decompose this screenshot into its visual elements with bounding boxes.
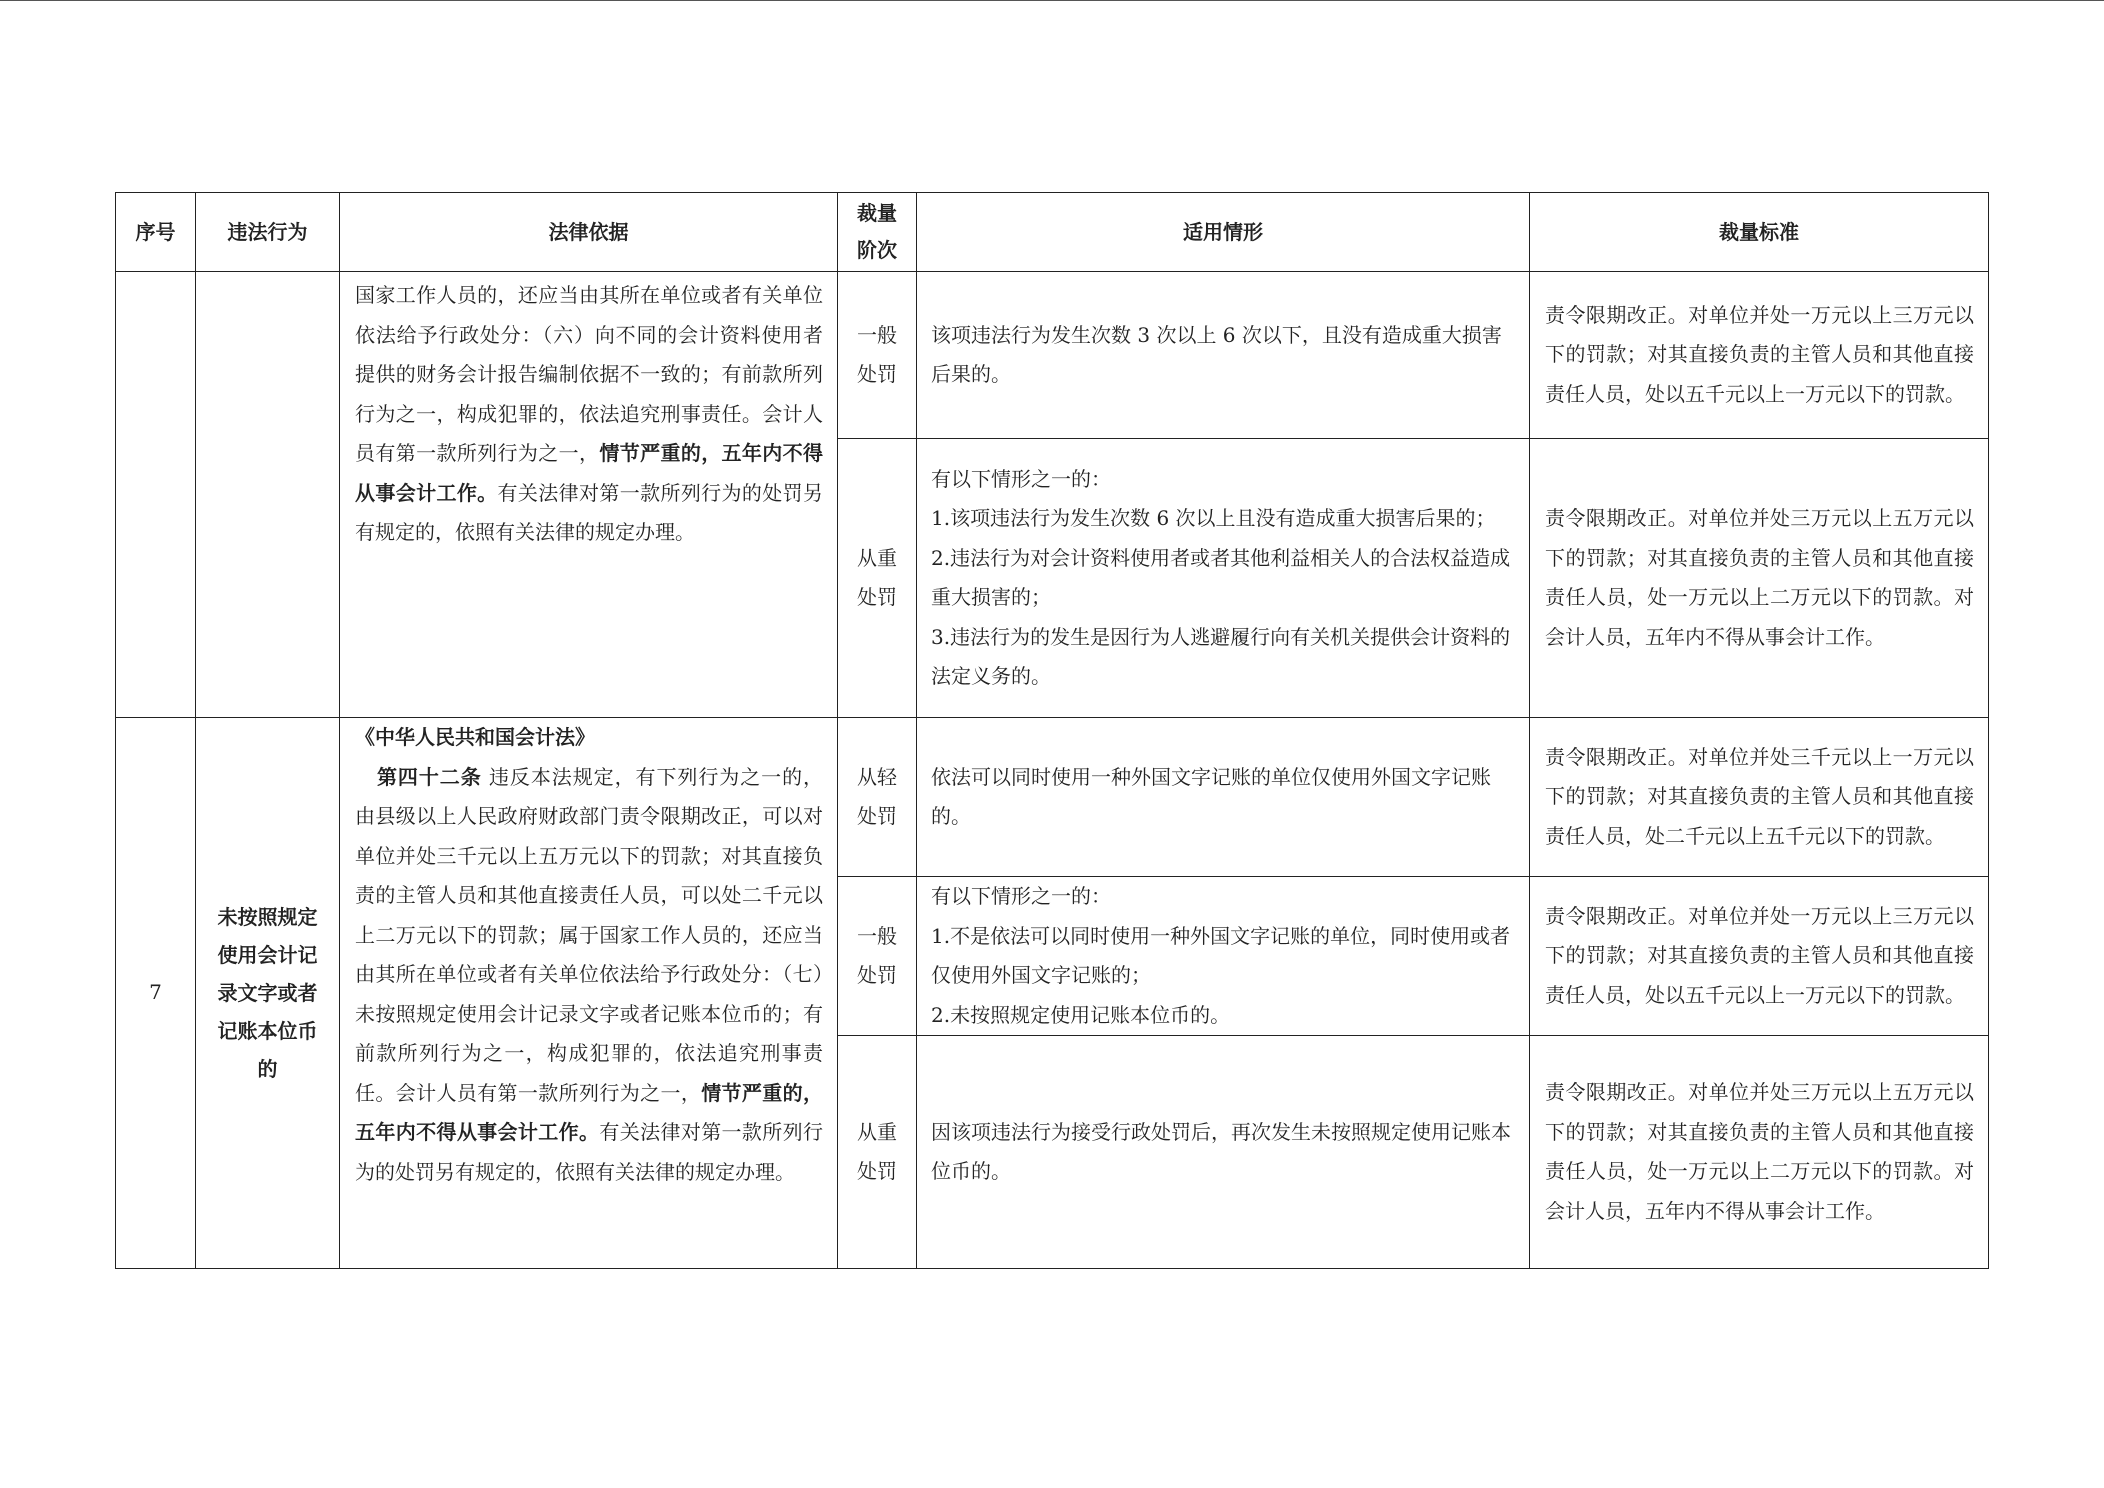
- discretion-table: [115, 192, 1989, 1269]
- page-top-border: [0, 0, 2104, 1]
- act-cell-empty: [196, 272, 340, 718]
- seq-cell-empty: [116, 272, 196, 718]
- law-text: 国家工作人员的，还应当由其所在单位或者有关单位依法给予行政处分：（六）向不同的会计资料使用者提供的财务会计报告编制依据不一致的；有前款所列行为之一，构成犯罪的，依法追究刑事责任。会计人员有第一款所列行为之一，: [355, 283, 823, 465]
- situation-line: 有以下情形之一的：: [931, 466, 1111, 491]
- law-article: 第四十二条: [377, 764, 482, 789]
- law-text: 有关法律对第一款所列行为的处罚另有规定的，依照有关法律的规定办理。: [355, 1120, 824, 1184]
- header-situation: 适用情形: [917, 193, 1530, 272]
- law-basis-cell: [340, 272, 838, 718]
- situation-line: 有以下情形之一的：: [931, 884, 1111, 908]
- situation-line: 2.未按照规定使用记账本位币的。: [931, 1002, 1231, 1027]
- header-seq: 序号: [116, 193, 196, 272]
- law-text: 违反本法规定，有下列行为之一的，由县级以上人民政府财政部门责令限期改正，可以对单位并处三千元以上五万元以下的罚款；对其直接负责的主管人员和其他直接责任人员，可以处二千元以上二万元以下的罚款；属于国家工作人员的，还应当由其所在单位或者有关单位依法给予行政处分：（七）未按照规定使用会计记录文字或者记账本位币的；有前款所列行为之一，构成犯罪的，依法追究刑事责任。会计人员有第一款所列行为之一，: [355, 764, 824, 1105]
- law-text: 有关法律对第一款所列行为的处罚另有规定的，依照有关法律的规定办理。: [355, 480, 824, 544]
- seq-cell: 7: [116, 718, 196, 1269]
- situation-line: 该项违法行为发生次数 3 次以上 6 次以下，且没有造成重大损害后果的。: [931, 322, 1502, 386]
- situation-line: 1.该项违法行为发生次数 6 次以上且没有造成重大损害后果的；: [931, 506, 1496, 530]
- act-cell: 未按照规定使用会计记录文字或者记账本位币的: [196, 718, 340, 1269]
- table-header-row: [116, 193, 1989, 272]
- header-law: 法律依据: [340, 193, 838, 272]
- situation-cell: [917, 718, 1530, 877]
- level-cell: 一般处罚: [838, 272, 917, 439]
- level-cell: 从轻处罚: [838, 718, 917, 877]
- level-cell: 从重处罚: [838, 1036, 917, 1269]
- situation-cell: [917, 877, 1530, 1036]
- situation-line: 依法可以同时使用一种外国文字记账的单位仅使用外国文字记账的。: [931, 764, 1491, 828]
- situation-line: 因该项违法行为接受行政处罚后，再次发生未按照规定使用记账本位币的。: [931, 1119, 1511, 1183]
- standard-cell: 责令限期改正。对单位并处三千元以上一万元以下的罚款；对其直接负责的主管人员和其他直接责任人员，处二千元以上五千元以下的罚款。: [1530, 718, 1989, 877]
- header-act: 违法行为: [196, 193, 340, 272]
- situation-line: 1.不是依法可以同时使用一种外国文字记账的单位，同时使用或者仅使用外国文字记账的；: [931, 923, 1511, 987]
- situation-line: 3.违法行为的发生是因行为人逃避履行向有关机关提供会计资料的法定义务的。: [931, 624, 1511, 688]
- standard-cell: 责令限期改正。对单位并处一万元以上三万元以下的罚款；对其直接负责的主管人员和其他直接责任人员，处以五千元以上一万元以下的罚款。: [1530, 272, 1989, 439]
- situation-cell: [917, 272, 1530, 439]
- standard-cell: 责令限期改正。对单位并处三万元以上五万元以下的罚款；对其直接负责的主管人员和其他直接责任人员，处一万元以上二万元以下的罚款。对会计人员，五年内不得从事会计工作。: [1530, 439, 1989, 718]
- level-cell: 一般处罚: [838, 877, 917, 1036]
- situation-cell: [917, 1036, 1530, 1269]
- law-bold-text: 情节严重的，五年内不得从事会计工作。: [355, 441, 824, 505]
- law-basis-cell: [340, 718, 838, 1269]
- situation-line: 2.违法行为对会计资料使用者或者其他利益相关人的合法权益造成重大损害的；: [931, 545, 1511, 609]
- table-row: [116, 272, 1989, 439]
- standard-cell: 责令限期改正。对单位并处一万元以上三万元以下的罚款；对其直接负责的主管人员和其他直接责任人员，处以五千元以上一万元以下的罚款。: [1530, 877, 1989, 1036]
- situation-cell: [917, 439, 1530, 718]
- standard-cell: 责令限期改正。对单位并处三万元以上五万元以下的罚款；对其直接负责的主管人员和其他直接责任人员，处一万元以上二万元以下的罚款。对会计人员，五年内不得从事会计工作。: [1530, 1036, 1989, 1269]
- header-level: 裁量阶次: [838, 193, 917, 272]
- law-body: [355, 758, 823, 1193]
- table-row: [116, 718, 1989, 877]
- law-title: 《中华人民共和国会计法》: [355, 725, 595, 749]
- level-cell: 从重处罚: [838, 439, 917, 718]
- header-standard: 裁量标准: [1530, 193, 1989, 272]
- law-bold-text: 情节严重的，五年内不得从事会计工作。: [355, 1080, 824, 1144]
